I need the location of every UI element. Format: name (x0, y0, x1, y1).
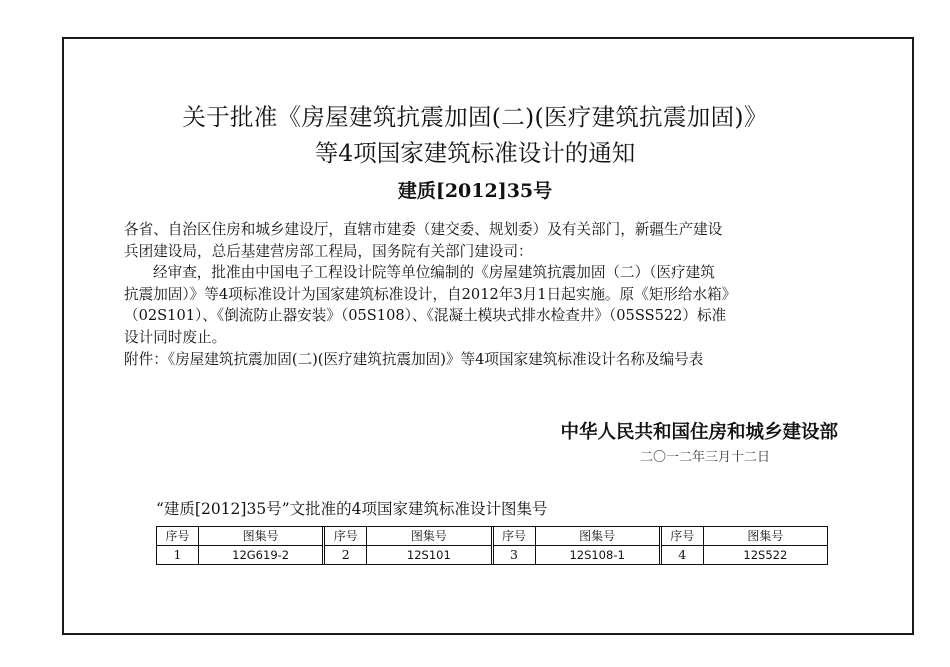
header-seq-no: 序号 (157, 527, 198, 546)
header-atlas-no: 图集号 (199, 527, 322, 546)
atlas-entry (491, 527, 659, 564)
body-paragraph-line: （02S101）、《倒流防止器安装》（05S108）、《混凝土模块式排水检查井》（05SS522）标准 (124, 307, 727, 325)
document-number: 建质[2012]35号 (397, 180, 553, 202)
atlas-code-cell: 12S101 (406, 548, 451, 562)
seq-no-cell: 2 (341, 547, 350, 562)
header-atlas-no: 图集号 (536, 527, 659, 546)
atlas-number-table (156, 526, 828, 565)
header-seq-no: 序号 (325, 527, 366, 546)
atlas-entry (322, 527, 490, 564)
body-paragraph-line: 抗震加固）》等4项标准设计为国家建筑标准设计，自2012年3月1日起实施。原《矩形给水箱》 (124, 285, 737, 303)
atlas-entry (157, 527, 322, 564)
notice-title-line2: 等4项国家建筑标准设计的通知 (314, 139, 636, 167)
header-atlas-no: 图集号 (704, 527, 827, 546)
attachment-line: 附件：《房屋建筑抗震加固(二)(医疗建筑抗震加固)》等4项国家建筑标准设计名称及编号表 (124, 350, 704, 368)
signature-organization: 中华人民共和国住房和城乡建设部 (560, 422, 838, 443)
addressee-line: 各省、自治区住房和城乡建设厅，直辖市建委（建交委、规划委）及有关部门，新疆生产建设 (124, 221, 723, 238)
atlas-code-cell: 12G619-2 (232, 548, 290, 562)
notice-body (124, 219, 840, 370)
seq-no-cell: 1 (173, 547, 182, 562)
body-paragraph-line: 设计同时废止。 (124, 328, 227, 346)
notice-title-line1: 关于批准《房屋建筑抗震加固(二)(医疗建筑抗震加固)》 (182, 103, 768, 131)
header-seq-no: 序号 (494, 527, 535, 546)
header-atlas-no: 图集号 (367, 527, 490, 546)
body-paragraph-line: 经审查，批准由中国电子工程设计院等单位编制的《房屋建筑抗震加固（二）（医疗建筑 (153, 264, 715, 282)
seq-no-cell: 4 (678, 547, 687, 562)
seq-no-cell: 3 (510, 547, 518, 562)
atlas-entry (659, 527, 827, 564)
atlas-code-cell: 12S522 (743, 548, 788, 562)
atlas-code-cell: 12S108-1 (569, 548, 625, 562)
header-seq-no: 序号 (662, 527, 703, 546)
addressee-line: 兵团建设局，总后基建营房部工程局，国务院有关部门建设司： (124, 242, 533, 260)
atlas-table-caption: “建质[2012]35号”文批准的4项国家建筑标准设计图集号 (156, 500, 548, 518)
signature-date: 二〇一二年三月十二日 (639, 450, 770, 465)
